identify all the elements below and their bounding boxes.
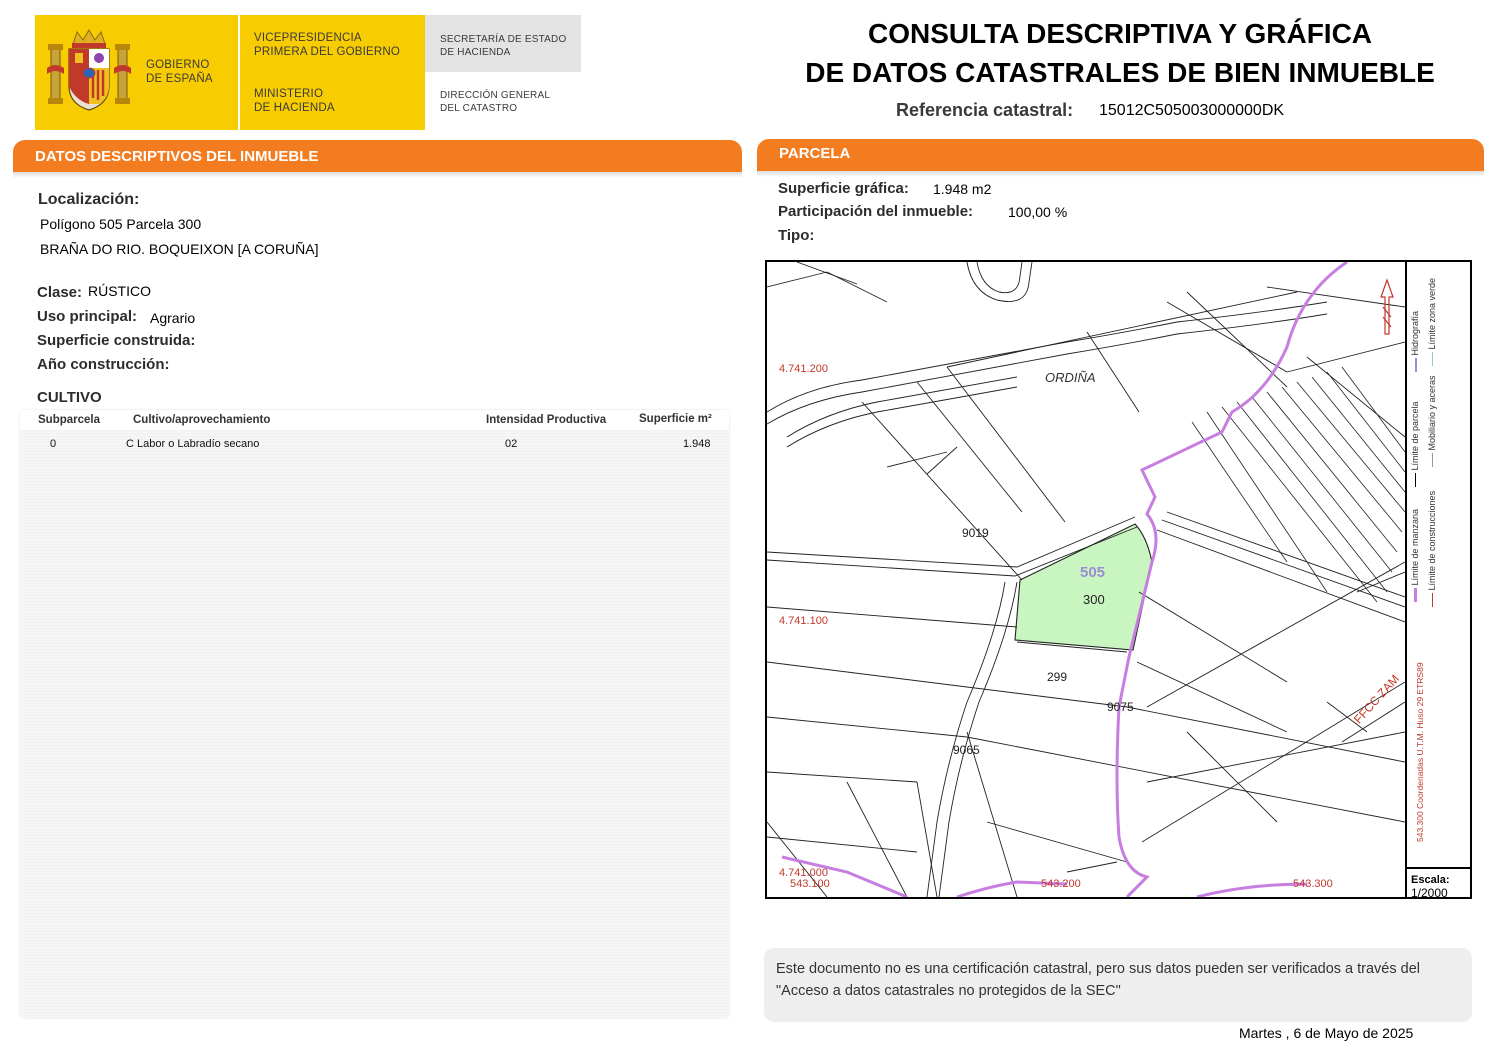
table-row-superficie: 1.948 xyxy=(683,438,711,450)
map-coord-x1: 543.100 xyxy=(790,878,830,890)
legend-divider xyxy=(1405,262,1407,897)
logo-secretaria-text: SECRETARÍA DE ESTADO DE HACIENDA xyxy=(440,34,567,58)
document-date: Martes , 6 de Mayo de 2025 xyxy=(1239,1025,1414,1041)
map-label-9065: 9065 xyxy=(953,743,980,757)
table-row-intensidad: 02 xyxy=(505,438,518,450)
legend-column-left xyxy=(1419,846,1500,860)
table-row-subparcela: 0 xyxy=(50,438,57,450)
legend-mobiliario: Mobiliario y aceras xyxy=(1427,375,1437,467)
escala-label: Escala: xyxy=(1411,874,1450,886)
map-canvas xyxy=(767,262,1470,897)
cultivo-table xyxy=(20,410,729,1018)
table-row-cultivo: C Labor o Labradío secano xyxy=(126,438,260,450)
map-label-ffcc: FFCC ZAM xyxy=(1351,671,1402,727)
logo-vicepresidencia-text: VICEPRESIDENCIA PRIMERA DEL GOBIERNO xyxy=(254,32,401,58)
map-poligono-label: 505 xyxy=(1080,564,1106,581)
referencia-label: Referencia catastral: xyxy=(896,100,1074,120)
superficie-grafica-value: 1.948 m2 xyxy=(933,181,992,197)
map-coord-y-top: 4.741.200 xyxy=(779,363,828,375)
clase-value: RÚSTICO xyxy=(88,283,151,299)
col-intensidad: Intensidad Productiva xyxy=(486,414,607,426)
participacion-label: Participación del inmueble: xyxy=(778,203,974,220)
logo-divider xyxy=(238,15,240,130)
map-coord-x3: 543.300 xyxy=(1293,878,1333,890)
uso-principal-value: Agrario xyxy=(150,310,196,326)
coat-of-arms-spain-icon xyxy=(47,28,131,114)
map-label-9075: 9075 xyxy=(1107,700,1134,714)
cultivo-table-header xyxy=(20,410,729,430)
superficie-construida-label: Superficie construida: xyxy=(37,332,196,349)
col-superficie: Superficie m² xyxy=(639,413,712,425)
col-cultivo: Cultivo/aprovechamiento xyxy=(133,414,271,426)
legend-hidrografia: Hidrografía xyxy=(1410,311,1420,372)
localizacion-label: Localización: xyxy=(38,191,140,208)
section-bar-descriptivos: DATOS DESCRIPTIVOS DEL INMUEBLE xyxy=(13,140,742,172)
section-bar-shadow xyxy=(13,172,742,178)
legend-zona-verde: Límite zona verde xyxy=(1427,278,1437,366)
referencia-value: 15012C505003000000DK xyxy=(1099,102,1285,119)
map-coord-x2: 543.200 xyxy=(1041,878,1081,890)
col-subparcela: Subparcela xyxy=(38,414,100,426)
legend-parcela-swatch-icon xyxy=(1415,473,1417,487)
logo-direccion-text: DIRECCIÓN GENERAL DEL CATASTRO xyxy=(440,90,551,114)
anio-construccion-label: Año construcción: xyxy=(37,356,170,373)
cultivo-title: CULTIVO xyxy=(37,389,102,406)
logo-ministerio-text: MINISTERIO DE HACIENDA xyxy=(254,88,335,114)
participacion-value: 100,00 % xyxy=(1008,204,1068,220)
north-arrow-icon xyxy=(1381,280,1393,334)
localizacion-line1: Polígono 505 Parcela 300 xyxy=(40,216,202,232)
disclaimer-text: Este documento no es una certificación catastral, pero sus datos pueden ser verificados a través del "Acceso a datos catastrales no protegidos de la SEC" xyxy=(776,961,1420,999)
legend-construcciones-swatch-icon xyxy=(1432,593,1434,607)
map-parcela-label: 300 xyxy=(1083,592,1105,607)
clase-label: Clase: xyxy=(37,284,83,301)
map-label-299: 299 xyxy=(1047,670,1068,684)
legend-limite-parcela: Límite de parcela xyxy=(1410,401,1420,487)
section-bar-shadow xyxy=(757,171,1484,177)
map-coord-y-bot: 4.741.000 xyxy=(779,867,828,879)
escala-value: 1/2000 xyxy=(1411,886,1448,900)
map-label-9019: 9019 xyxy=(962,526,989,540)
legend-scale-divider xyxy=(1407,867,1472,869)
legend-zona-verde-swatch-icon xyxy=(1432,352,1434,366)
legend-coordenadas: 543.300 Coordenadas U.T.M. Huso 29 ETRS89 xyxy=(1415,662,1425,842)
localizacion-line2: BRAÑA DO RIO. BOQUEIXON [A CORUÑA] xyxy=(40,241,319,257)
page-title: CONSULTA DESCRIPTIVA Y GRÁFICA DE DATOS CATASTRALES DE BIEN INMUEBLE xyxy=(805,18,1435,88)
section-bar-parcela: PARCELA xyxy=(757,139,1484,171)
tipo-label: Tipo: xyxy=(778,227,815,244)
map-coord-y-mid: 4.741.100 xyxy=(779,615,828,627)
parcel-300-highlight xyxy=(1015,524,1152,650)
map-place-name: ORDIÑA xyxy=(1045,370,1096,385)
legend-mobiliario-swatch-icon xyxy=(1432,453,1434,467)
superficie-grafica-label: Superficie gráfica: xyxy=(778,180,909,197)
legend-manzana-swatch-icon xyxy=(1414,588,1417,602)
legend-limite-manzana: Límite de manzana xyxy=(1410,509,1420,602)
logo-gobierno-text: GOBIERNO DE ESPAÑA xyxy=(146,59,213,85)
legend-limite-construcciones: Límite de construcciones xyxy=(1427,491,1437,607)
cadastral-map[interactable] xyxy=(765,260,1472,899)
uso-principal-label: Uso principal: xyxy=(37,308,138,325)
legend-hidrografia-swatch-icon xyxy=(1415,358,1417,372)
